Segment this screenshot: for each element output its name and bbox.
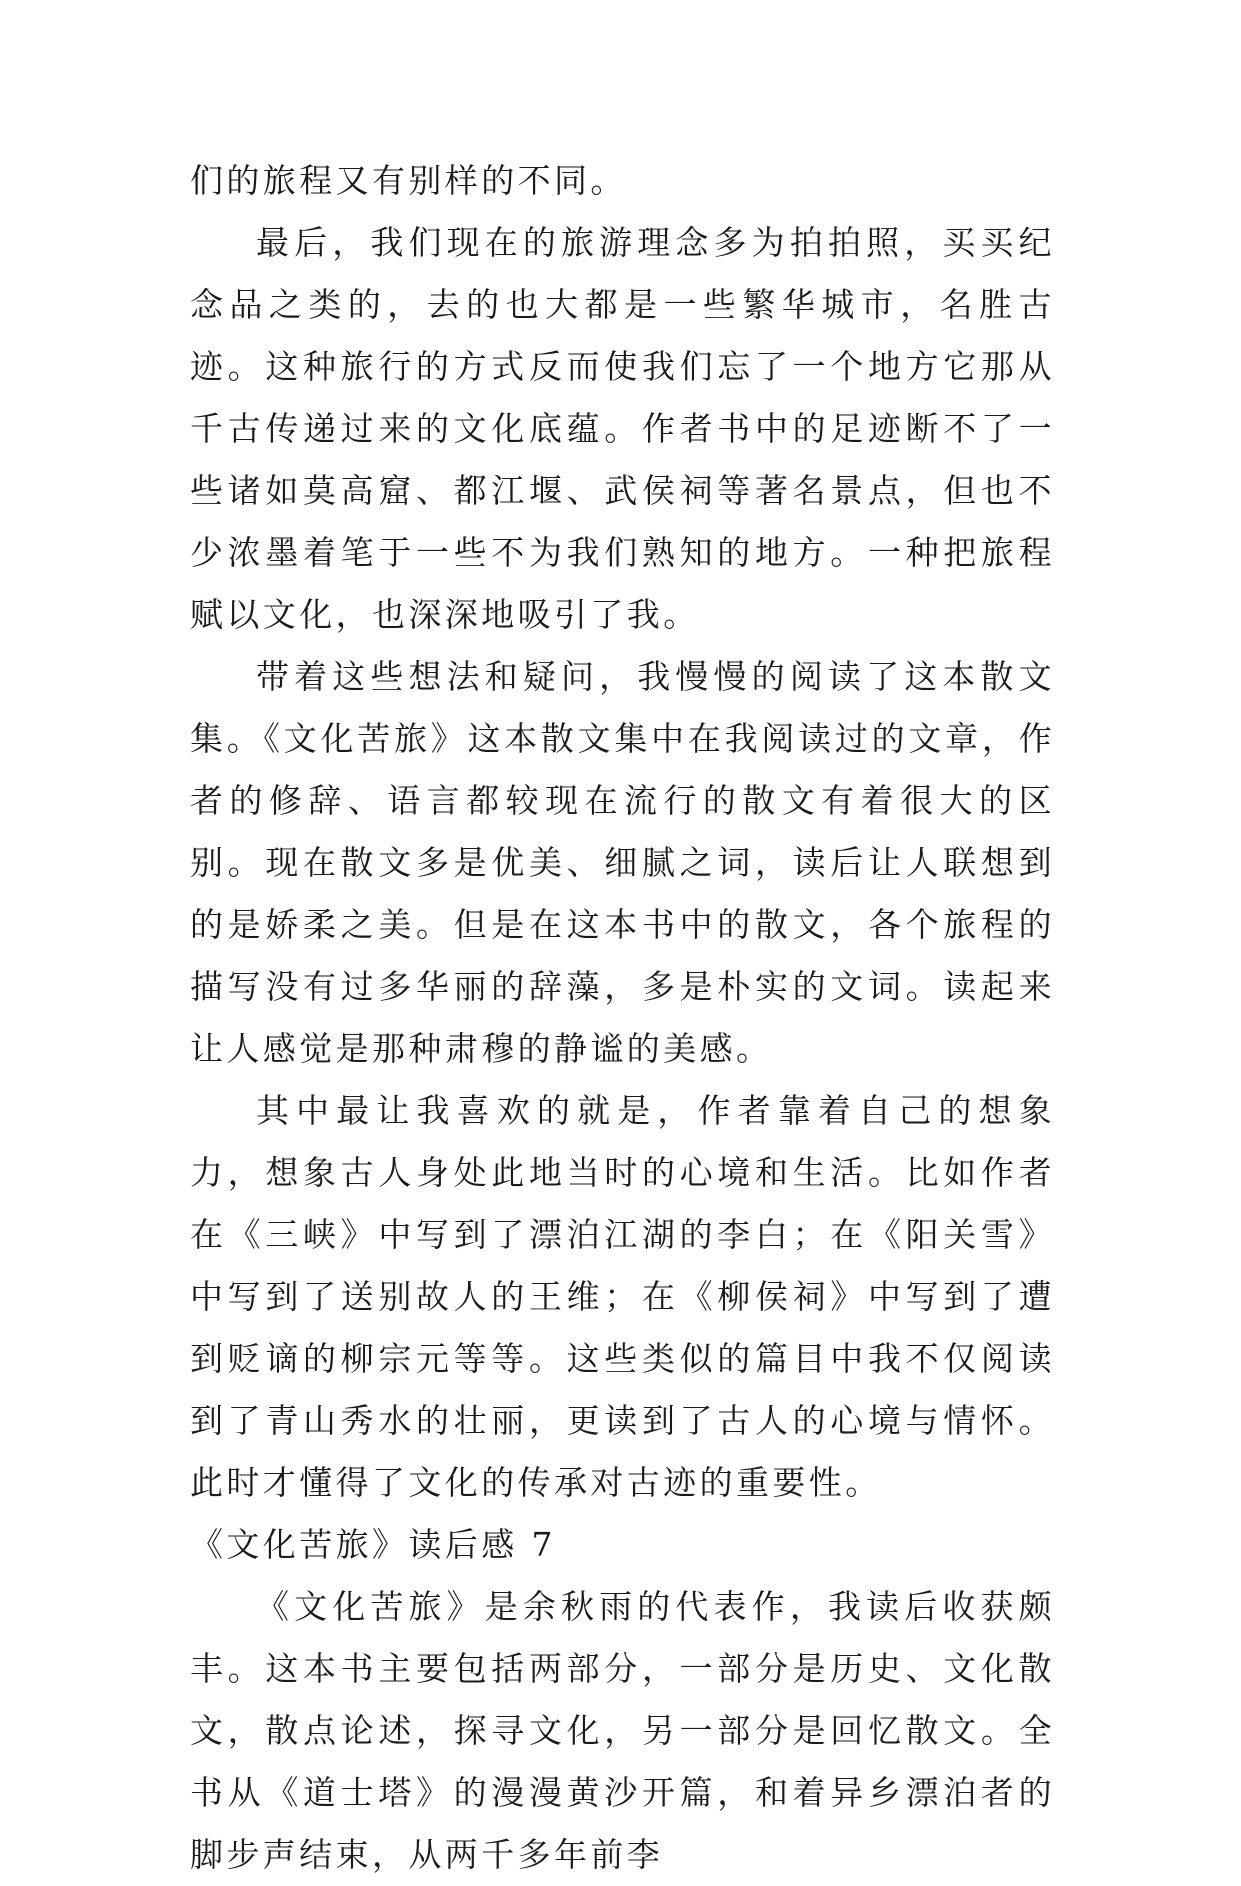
document-body xyxy=(190,150,1055,1886)
paragraph-continuation: 们的旅程又有别样的不同。 xyxy=(190,161,627,200)
section-heading: 《文化苦旅》读后感 7 xyxy=(190,1525,556,1564)
paragraph-section-intro: 《文化苦旅》是余秋雨的代表作，我读后收获颇丰。这本书主要包括两部分，一部分是历史、文化散文，散点论述，探寻文化，另一部分是回忆散文。全书从《道士塔》的漫漫黄沙开篇，和着异乡漂泊者的脚步声结束，从两千多年前李 xyxy=(190,1587,1055,1874)
paragraph-reading-prose: 带着这些想法和疑问，我慢慢的阅读了这本散文集。《文化苦旅》这本散文集中在我阅读过的文章，作者的修辞、语言都较现在流行的散文有着很大的区别。现在散文多是优美、细腻之词，读后让人联想到的是娇柔之美。但是在这本书中的散文，各个旅程的描写没有过多华丽的辞藻，多是朴实的文词。读起来让人感觉是那种肃穆的静谧的美感。 xyxy=(190,657,1055,1068)
paragraph-imagination: 其中最让我喜欢的就是，作者靠着自己的想象力，想象古人身处此地当时的心境和生活。比如作者在《三峡》中写到了漂泊江湖的李白；在《阳关雪》中写到了送别故人的王维；在《柳侯祠》中写到了遭到贬谪的柳宗元等等。这些类似的篇目中我不仅阅读到了青山秀水的壮丽，更读到了古人的心境与情怀。此时才懂得了文化的传承对古迹的重要性。 xyxy=(190,1091,1055,1502)
paragraph-travel-ideas: 最后，我们现在的旅游理念多为拍拍照，买买纪念品之类的，去的也大都是一些繁华城市，名胜古迹。这种旅行的方式反而使我们忘了一个地方它那从千古传递过来的文化底蕴。作者书中的足迹断不了一些诸如莫高窟、都江堰、武侯祠等著名景点，但也不少浓墨着笔于一些不为我们熟知的地方。一种把旅程赋以文化，也深深地吸引了我。 xyxy=(190,223,1055,634)
